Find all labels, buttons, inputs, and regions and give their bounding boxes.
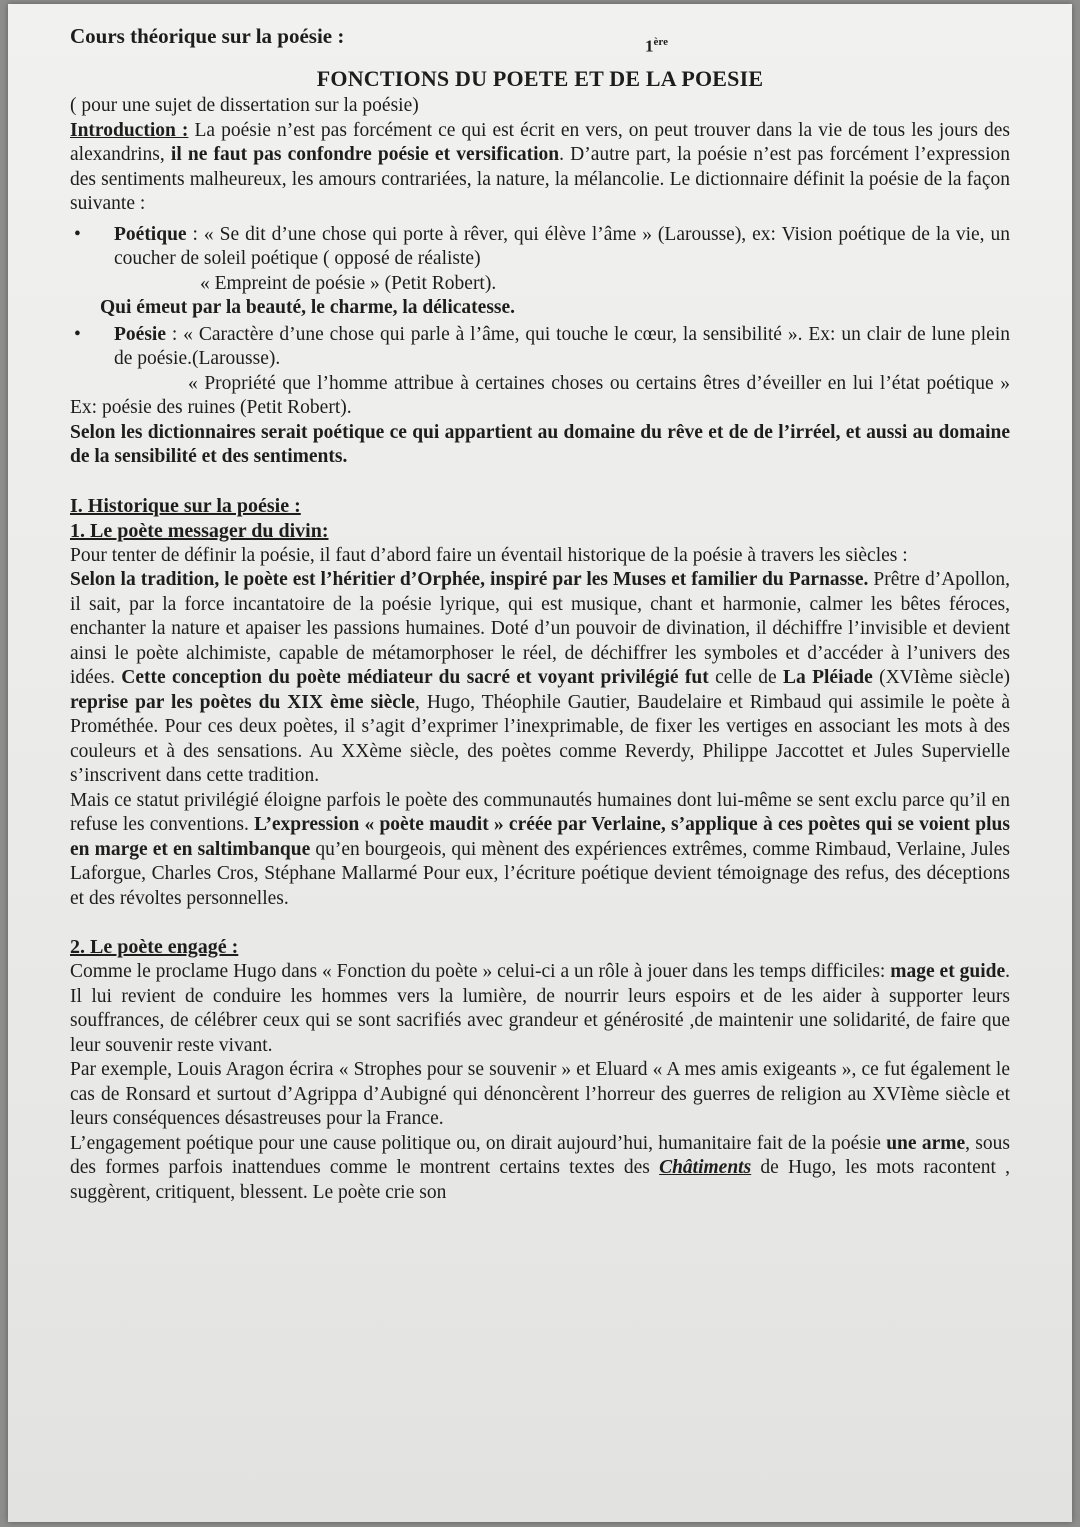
course-title: Cours théorique sur la poésie :: [70, 24, 345, 48]
intro-paragraph: Introduction : La poésie n’est pas forcément ce qui est écrit en vers, on peut trouver dans la vie de tous les jours des alexandrins, il ne faut pas confondre poésie et versification. D’autre part, la poésie n’est pas forcément l’expression des sentiments malheureux, les amours contrariées, la nature, la mélancolie. Le dictionnaire définit la poésie de la façon suivante :: [70, 119, 1010, 214]
subsection-heading-engage: 2. Le poète engagé :: [70, 936, 239, 958]
section1-paragraph-2: Selon la tradition, le poète est l’héritier d’Orphée, inspiré par les Muses et familier du Parnasse. Prêtre d’Apollon, il sait, par la force incantatoire de la poésie lyrique, qui est musique, chant et harmonie, calmer les bêtes féroces, enchanter la nature et apaiser les passions humaines. Doté d’un pouvoir de divination, il déchiffre l’invisible et devient ainsi le poète alchimiste, capable de métamorphoser le réel, de déchiffrer les symboles et d’accéder à l’univers des idées. Cette conception du poète médiateur du sacré et voyant privilégié fut celle de La Pléiade (XVIème siècle) reprise par les poètes du XIX ème siècle, Hugo, Théophile Gautier, Baudelaire et Rimbaud qui assimile le poète à Prométhée. Pour ces deux poètes, il s’agit d’exprimer l’inexprimable, de fixer les vertiges en associant les mots à des couleurs et à des sensations. Au XXème siècle, des poètes comme Reverdy, Philippe Jaccottet et Jules Supervielle s’inscrivent dans cette tradition.: [70, 569, 1010, 786]
definition-poetique: • Poétique : « Se dit d’une chose qui porte à rêver, qui élève l’âme » (Larousse), ex: Vision poétique de la vie, un coucher de soleil poétique ( opposé de réaliste): [74, 223, 1010, 269]
work-title-chatiments: Châtiments: [659, 1157, 752, 1178]
document-subtitle: ( pour une sujet de dissertation sur la poésie): [70, 95, 419, 116]
subsection-heading-messager: 1. Le poète messager du divin:: [70, 519, 329, 542]
page-header: [70, 24, 1010, 56]
definition-poesie-robert: « Propriété que l’homme attribue à certaines choses ou certains êtres d’éveiller en lui l’état poétique » Ex: poésie des ruines (Petit Robert).: [70, 372, 1010, 418]
section1-paragraph-3: Mais ce statut privilégié éloigne parfois le poète des communautés humaines dont lui-même se sent exclu parce qu’il en refuse les conventions. L’expression « poète maudit » créée par Verlaine, s’applique à ces poètes qui se voient plus en marge et en saltimbanque qu’en bourgeois, qui mènent des expériences extrêmes, comme Rimbaud, Verlaine, Jules Laforgue, Charles Cros, Stéphane Mallarmé Pour eux, l’écriture poétique devient témoignage des refus, des déceptions et des révoltes personnelles.: [70, 789, 1010, 909]
section2-paragraph-3: L’engagement poétique pour une cause politique ou, on dirait aujourd’hui, humanitaire fait de la poésie une arme, sous des formes parfois inattendues comme le montrent certains textes des Châtiments de Hugo, les mots racontent , suggèrent, critiquent, blessent. Le poète crie son: [70, 1132, 1010, 1203]
intro-label: Introduction :: [70, 119, 189, 141]
bullet-icon: •: [74, 323, 81, 345]
definition-emeut: Qui émeut par la beauté, le charme, la délicatesse.: [100, 297, 516, 318]
level-indicator: 1ère: [645, 36, 668, 56]
section2-paragraph-2: Par exemple, Louis Aragon écrira « Strophes pour se souvenir » et Eluard « A mes amis exigeants », ce fut également le cas de Ronsard et surtout d’Agrippa d’Aubigné qui dénoncèrent l’horreur des guerres de religion au XVIème siècle et leurs conséquences désastreuses pour la France.: [70, 1059, 1010, 1129]
definition-poesie: • Poésie : « Caractère d’une chose qui parle à l’âme, qui touche le cœur, la sensibilité ». Ex: un clair de lune plein de poésie.(Larousse).: [74, 323, 1010, 369]
document-content: [70, 24, 1010, 1205]
section-heading-historique: I. Historique sur la poésie :: [70, 494, 301, 517]
section1-paragraph-1: Pour tenter de définir la poésie, il faut d’abord faire un éventail historique de la poésie à travers les siècles :: [70, 544, 908, 566]
document-title: FONCTIONS DU POETE ET DE LA POESIE: [316, 66, 764, 91]
definition-poetique-robert: « Empreint de poésie » (Petit Robert).: [200, 272, 497, 294]
section2-paragraph-1: Comme le proclame Hugo dans « Fonction du poète » celui-ci a un rôle à jouer dans les temps difficiles: mage et guide. Il lui revient de conduire les hommes vers la lumière, de nourrir leurs espoirs et de les aider à supporter leurs souffrances, de célébrer ceux qui se sont sacrifiés avec grandeur et générosité ,de maintenir une solidarité, de faire que leur souvenir reste vivant.: [70, 961, 1011, 1056]
bullet-icon: •: [74, 223, 81, 245]
document-page: [8, 4, 1072, 1522]
definition-conclusion: Selon les dictionnaires serait poétique ce qui appartient au domaine du rêve et de de l’irréel, et aussi au domaine de la sensibilité et des sentiments.: [70, 421, 1010, 467]
